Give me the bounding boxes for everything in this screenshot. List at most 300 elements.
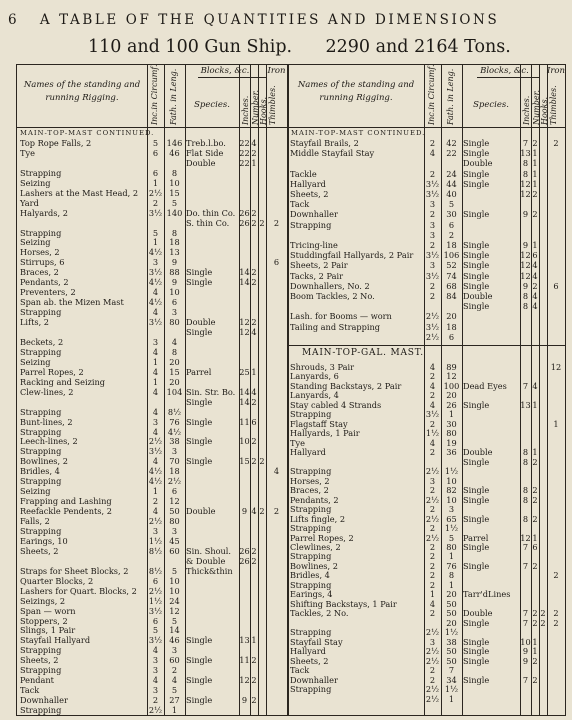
left-row-number-cell: 6 [251,416,257,427]
right-row2-circ-cell: 2 [429,541,436,552]
left-row-circ-cell: 4½ [148,277,163,288]
right-row2-circ-cell: 2 [429,371,436,382]
right-row2-circ-cell: 2½ [425,684,440,695]
right-row-name-cell: Tailing and Strapping [290,321,380,332]
right-row-circ-cell: 2 [429,291,436,301]
right-row2-circ-cell: 2 [429,390,436,401]
left-row-circ-cell: 4 [152,506,159,517]
left-row-name-cell: Span ab. the Mizen Mast [20,297,124,308]
right-row-inches-cell: 8 [522,158,529,169]
right-row2-name-cell: Strapping [290,579,332,590]
right-row-species-cell: Single [463,168,490,179]
right-row2-fath-cell: 8 [448,570,455,581]
right-row2-number-cell: 1 [532,532,538,543]
left-row-circ-cell: 1 [152,356,159,367]
left-row-fath-cell: 18 [169,466,180,477]
left-row-species-cell: Single [186,675,213,686]
right-row-fath-cell: 40 [446,189,457,199]
right-row2-species-cell: Tarr'dLines [463,589,511,600]
left-row-inches-cell: 26 [239,555,250,566]
right-row2-name-cell: Strapping [290,684,332,695]
left-row-circ-cell: 5 [152,625,159,636]
right-row2-name-cell: Bowlines, 2 [290,560,338,571]
right-row2-fath-cell: 76 [446,560,457,571]
right-row2-name-cell: Hallyard [290,447,326,458]
left-row-name-cell: Bowlines, 2 [20,456,68,467]
right-row2-number-cell: 2 [532,560,538,571]
right-row2-name-cell: Strapping [290,504,332,515]
left-row-fath-cell: 8 [171,227,178,238]
right-row2-fath-cell: 5 [448,532,455,543]
header-iron-right: Iron [547,66,566,76]
left-row-name-cell: Quarter Blocks, 2 [20,575,94,586]
right-row2-species-cell: Single [463,655,490,666]
right-row-fath-cell: 74 [446,270,457,281]
right-row2-circ-cell: 4 [429,380,436,391]
left-row-species-cell: Double [186,506,216,517]
right-row2-fath-cell: 1½ [444,684,459,695]
right-row2-name-cell: Strapping [290,551,332,562]
right-row2-number-cell: 2 [532,513,538,524]
right-row-name-cell: Hallyard [290,178,326,189]
right-row-circ-cell: 2 [429,280,436,291]
left-row-fath-cell: 3 [171,446,178,457]
left-row-name-cell: Strapping [20,476,62,487]
right-row-number-cell: 4 [532,270,538,281]
right-row2-name-cell: Lanyards, 6 [290,371,339,382]
left-row-fath-cell: 50 [169,506,180,517]
right-row-inches-cell: 13 [520,148,531,159]
left-row-species-cell: Parrel [186,366,212,377]
right-row2-circ-cell: 4 [429,362,436,372]
right-row2-name-cell: Tack [290,665,310,676]
right-row-fath-cell: 44 [446,178,457,189]
left-row-inches-cell: 9 [241,506,248,517]
right-row-inches-cell: 9 [522,240,529,250]
right-row-species-cell: Double [463,291,493,301]
right-row-fath-cell: 6 [448,331,455,342]
right-row2-species-cell: Single [463,513,490,524]
left-row-circ-cell: 1 [152,486,159,497]
left-row-fath-cell: 10 [169,287,180,298]
left-row-species-cell: Double [186,157,216,168]
right-row2-fath-cell: 1½ [444,627,459,638]
left-row-circ-cell: 3 [152,665,159,676]
left-row-name-cell: Strapping [20,346,62,357]
left-row-number-cell: 2 [251,317,257,328]
left-row-inches-cell: 11 [239,655,250,666]
left-row-name-cell: Strapping [20,426,62,437]
right-row-fath-cell: 18 [446,240,457,250]
header-fath-right: Fath. in Leng. [446,68,455,125]
left-row-number-cell: 2 [251,277,257,288]
left-row-name-cell: Halyards, 2 [20,207,68,218]
right-row-thimbles-cell: 6 [553,280,559,291]
left-row-circ-cell: 1½ [148,595,163,606]
right-row2-fath-cell: 1½ [444,466,459,477]
left-row-name-cell: Beckets, 2 [20,336,64,347]
left-row-inches-cell: 14 [239,267,250,278]
right-row2-circ-cell: 2½ [425,646,440,657]
right-row2-fath-cell: 65 [446,513,457,524]
right-row2-inches-cell: 7 [522,560,529,571]
left-row-fath-cell: 1 [171,705,178,716]
right-row2-circ-cell: 2½ [425,532,440,543]
right-row2-name-cell: Flagstaff Stay [290,418,348,429]
left-row-number-cell: 4 [251,138,257,148]
right-row2-fath-cell: 7 [448,665,455,676]
right-row2-fath-cell: 20 [446,390,457,401]
right-row-number-cell: 2 [532,189,538,199]
right-row2-inches-cell: 13 [520,399,531,410]
right-row2-circ-cell: 2 [429,418,436,429]
left-row-species-cell: Sin. Str. Bo. [186,386,236,397]
right-row-number-cell: 4 [532,260,538,271]
right-row-species-cell: Single [463,280,490,291]
right-row-fath-cell: 2 [448,229,455,240]
right-row2-number-cell: 1 [532,399,538,410]
left-row-fath-cell: 18 [169,237,180,248]
right-row2-name-cell: Strapping [290,627,332,638]
left-row-species-cell: Single [186,277,213,288]
left-row-fath-cell: 80 [169,516,180,527]
right-row2-number-cell: 2 [532,617,538,628]
left-row-circ-cell: 2 [152,496,159,507]
left-row-circ-cell: 4 [152,675,159,686]
left-row-species-cell: Single [186,436,213,447]
left-row-inches-cell: 26 [239,217,250,228]
left-row-fath-cell: 5 [171,685,178,696]
left-row-inches-cell: 12 [239,675,250,686]
right-row-circ-cell: 3½ [425,250,440,261]
right-row-inches-cell: 12 [520,270,531,281]
left-row-fath-cell: 88 [169,267,180,278]
left-row-fath-cell: 4 [171,336,178,347]
right-section-title: MAIN-TOP-MAST CONTINUED. [291,129,426,137]
left-row-species-cell: Single [186,695,213,706]
right-row2-number-cell: 4 [532,380,538,391]
right-row2-circ-cell: 3 [429,475,436,486]
right-row-fath-cell: 22 [446,148,457,159]
right-row-number-cell: 2 [532,138,538,148]
left-row-name-cell: Strapping [20,167,62,178]
left-row-circ-cell: 2½ [148,436,163,447]
right-row2-fath-cell: 1 [448,409,455,420]
right-row-circ-cell: 2½ [425,311,440,322]
left-row-circ-cell: 6 [152,575,159,586]
left-row-fath-cell: 10 [169,177,180,188]
left-row-species-cell: Single [186,327,213,338]
left-row-circ-cell: 1 [152,177,159,188]
right-row-name-cell: Tricing-line [290,240,338,250]
right-row-name-cell: Sheets, 2 [290,189,329,199]
left-row-fath-cell: 70 [169,456,180,467]
left-row-species-cell: Sin. Shoul. [186,545,232,556]
right-row-number-cell: 1 [532,158,538,169]
subtitle-left: 110 and 100 Gun Ship. [88,37,293,57]
right-row-fath-cell: 20 [446,311,457,322]
subtitle-right: 2290 and 2164 Tons. [325,37,511,57]
right-row2-fath-cell: 50 [446,655,457,666]
left-row-name-cell: Yard [20,197,39,208]
left-row-fath-cell: 20 [169,356,180,367]
left-row-circ-cell: 3 [152,525,159,536]
right-row2-species-cell: Double [463,447,493,458]
right-row2-inches-cell: 8 [522,447,529,458]
left-row-species-cell: Single [186,456,213,467]
left-row-thimbles-cell: 2 [273,217,280,228]
right-row2-circ-cell: 2 [429,447,436,458]
left-row-fath-cell: 4 [171,675,178,686]
right-row-name-cell: Stayfail Brails, 2 [290,138,359,148]
left-row-number-cell: 4 [251,506,257,517]
left-row-circ-cell: 4 [152,456,159,467]
right-row2-inches-cell: 9 [522,655,529,666]
right-row2-name-cell: Hallyard [290,646,326,657]
left-row-circ-cell: 5 [152,227,159,238]
left-row-circ-cell: 3 [152,685,159,696]
header-circ-right: Inc.in Circumf. [427,64,436,125]
right-row-circ-cell: 2 [429,240,436,250]
left-row-fath-cell: 76 [169,416,180,427]
right-row2-fath-cell: 34 [446,674,457,685]
left-row-name-cell: Tack [20,685,40,696]
left-row-number-cell: 4 [251,386,257,397]
right-row2-number-cell: 1 [532,447,538,458]
right-row2-name-cell: Lifts fingle, 2 [290,513,346,524]
right-row2-fath-cell: 1½ [444,523,459,534]
left-row-circ-cell: 2 [152,695,159,706]
right-row2-number-cell: 2 [532,674,538,685]
left-row-number-cell: 2 [251,267,257,278]
right-row2-species-cell: Single [463,541,490,552]
right-row2-fath-cell: 1 [448,579,455,590]
right-row2-thimbles-cell: 12 [550,362,562,372]
left-row-circ-cell: 4 [152,406,159,417]
right-row2-thimbles-cell: 1 [553,418,559,429]
left-row-name-cell: Pendant [20,675,54,686]
left-row-circ-cell: 6 [152,615,159,626]
right-row-circ-cell: 2 [429,168,436,179]
header-number-right: Number. [532,89,541,125]
right-row-name-cell: Downhaller [290,209,338,220]
right-row2-inches-cell: 7 [522,541,529,552]
left-row-fath-cell: 10 [169,575,180,586]
right-row2-species-cell: Single [463,456,490,467]
left-row-circ-cell: 3½ [148,207,163,218]
right-row2-circ-cell: 2½ [425,494,440,505]
left-row-circ-cell: 2 [152,197,159,208]
left-row-circ-cell: 4½ [148,466,163,477]
right-row2-fath-cell: 1 [448,693,455,704]
right-row2-fath-cell: 3 [448,504,455,515]
left-row-fath-cell: 9 [171,277,178,288]
header-names-left: Names of the standing and running Rigging. [23,80,141,103]
left-row-circ-cell: 1½ [148,535,163,546]
left-row-fath-cell: 104 [166,386,183,397]
left-row-name-cell: Frapping and Lashing [20,496,112,507]
left-row-name-cell: Sheets, 2 [20,545,59,556]
left-row-circ-cell: 1 [152,376,159,387]
right-row-circ-cell: 3½ [425,270,440,281]
right-row-fath-cell: 106 [443,250,460,261]
left-row-name-cell: Braces, 2 [20,267,59,278]
left-row-thimbles-cell: 4 [273,466,280,477]
left-row-circ-cell: 4 [152,366,159,377]
left-row-name-cell: Seizing [20,237,51,248]
left-row-circ-cell: 2½ [148,516,163,527]
left-row-species-cell: Flat Side [186,147,224,158]
left-row-fath-cell: 3 [171,525,178,536]
left-row-name-cell: Bunt-lines, 2 [20,416,73,427]
left-row-hooks-cell: 2 [259,506,265,517]
left-row-name-cell: Lifts, 2 [20,317,49,328]
left-row-number-cell: 2 [251,217,257,228]
left-row-circ-cell: 3 [152,416,159,427]
right-row-name-cell: Strapping [290,219,332,230]
header-thimbles-right: Thimbles. [549,85,558,125]
left-row-species-cell: Single [186,416,213,427]
left-row-circ-cell: 2½ [148,705,163,716]
left-row-circ-cell: 4 [152,307,159,318]
right-row2-number-cell: 2 [532,456,538,467]
left-row-number-cell: 2 [251,147,257,158]
right-row2-name-cell: Shifting Backstays, 1 Pair [290,598,397,609]
right-row2-fath-cell: 82 [446,485,457,496]
right-row-species-cell: Single [463,138,490,148]
right-row2-fath-cell: 1 [448,551,455,562]
right-row-circ-cell: 3½ [425,178,440,189]
right-row2-inches-cell: 8 [522,513,529,524]
right-row2-name-cell: Strapping [290,409,332,420]
right-row2-hooks-cell: 2 [540,608,546,619]
right-row-name-cell: Tack [290,199,310,210]
left-row-fath-cell: 8½ [167,406,182,417]
left-row-circ-cell: 2½ [148,187,163,198]
right-row2-circ-cell: 2 [429,608,436,619]
right-row2-name-cell: Shrouds, 3 Pair [290,362,355,372]
left-row-circ-cell: 3½ [148,446,163,457]
right-row2-species-cell: Single [463,485,490,496]
right-row2-name-cell: Tackles, 2 No. [290,608,349,619]
right-row-inches-cell: 8 [522,168,529,179]
right-row-fath-cell: 5 [448,199,455,210]
left-row-fath-cell: 5 [171,197,178,208]
right-row2-fath-cell: 10 [446,494,457,505]
left-row-name-cell: Strapping [20,227,62,238]
header-fath-left: Fath. in Leng. [169,68,178,125]
right-row2-fath-cell: 80 [446,541,457,552]
right-row-circ-cell: 3 [429,260,436,271]
right-row-name-cell: Sheets, 2 Pair [290,260,348,271]
left-row-species-cell: Double [186,317,216,328]
right-row-number-cell: 2 [532,209,538,220]
left-row-name-cell: Leech-lines, 2 [20,436,78,447]
left-row-circ-cell: 3½ [148,317,163,328]
left-row-name-cell: Falls, 2 [20,516,50,527]
left-row-thimbles-cell: 6 [273,257,280,268]
right-row2-name-cell: Bridles, 4 [290,570,330,581]
left-row-fath-cell: 12 [169,496,180,507]
left-row-species-cell: Single [186,396,213,407]
header-iron-left: Iron [267,66,286,76]
right-row2-thimbles-cell: 2 [553,608,559,619]
right-row2-name-cell: Tye [290,437,305,448]
right-row-name-cell: Tackle [290,168,317,179]
right-row2-fath-cell: 12 [446,371,457,382]
right-row2-name-cell: Hallyards, 1 Pair [290,428,360,439]
left-row-number-cell: 2 [251,436,257,447]
left-row-name-cell: Top Rope Falls, 2 [20,138,92,148]
right-row-fath-cell: 24 [446,168,457,179]
header-species-left: Species. [194,100,230,110]
right-row2-species-cell: Single [463,494,490,505]
right-row2-name-cell: Strapping [290,523,332,534]
left-row-circ-cell: 1 [152,237,159,248]
left-row-inches-cell: 11 [239,416,250,427]
right-row-circ-cell: 3½ [425,189,440,199]
left-row-inches-cell: 25 [239,366,250,377]
left-row-name-cell: Lashers for Quart. Blocks, 2 [20,585,137,596]
right-row-fath-cell: 18 [446,321,457,332]
right-row-species-cell: Double [463,158,493,169]
right-row2-inches-cell: 7 [522,608,529,619]
right-row-thimbles-cell: 2 [553,138,559,148]
right-row-number-cell: 1 [532,168,538,179]
left-row-circ-cell: 4½ [148,476,163,487]
right-row2-circ-cell: 2 [429,551,436,562]
left-row-name-cell: Pendants, 2 [20,277,69,288]
right-row2-name-cell: Earings, 4 [290,589,333,600]
left-row-name-cell: Seizing [20,177,51,188]
right-row-name-cell: Studdingfail Hallyards, 2 Pair [290,250,414,261]
right-row2-fath-cell: 100 [443,380,460,391]
header-inches-left: Inches. [241,95,250,125]
header-inches-right: Inches. [522,95,531,125]
left-row-name-cell: Span — worn [20,605,76,616]
header-number-left: Number. [251,89,260,125]
left-section-title: MAIN-TOP-MAST CONTINUED. [20,129,155,137]
left-row-fath-cell: 38 [169,436,180,447]
right-row-species-cell: Single [463,209,490,220]
left-row-name-cell: Clew-lines, 2 [20,386,74,397]
left-row-inches-cell: 26 [239,545,250,556]
left-row-name-cell: Preventers, 2 [20,287,76,298]
header-blocks-right: Blocks, &c. [480,66,529,76]
header-blocks-left: Blocks, &c. [200,66,250,76]
right-row2-fath-cell: 89 [446,362,457,372]
left-row-name-cell: Tye [20,147,35,158]
left-row-inches-cell: 13 [239,635,250,646]
left-row-fath-cell: 46 [169,147,180,158]
left-row-name-cell: Strapping [20,525,62,536]
left-row-hooks-cell: 2 [259,456,265,467]
left-row-species-cell: S. thin Co. [186,217,230,228]
left-row-circ-cell: 8½ [148,545,163,556]
right-row2-number-cell: 2 [532,494,538,505]
left-row-name-cell: Slings, 1 Pair [20,625,76,636]
left-row-fath-cell: 80 [169,317,180,328]
right-row2-name-cell: Standing Backstays, 2 Pair [290,380,402,391]
right-row2-circ-cell: 1 [429,589,436,600]
left-row-circ-cell: 3 [152,336,159,347]
right-row2-circ-cell: 2 [429,579,436,590]
rigging-table [16,64,566,716]
left-row-fath-cell: 6 [171,486,178,497]
right-row2-name-cell: Braces, 2 [290,485,329,496]
right-row-number-cell: 4 [532,291,538,301]
right-row2-circ-cell: 4 [429,399,436,410]
